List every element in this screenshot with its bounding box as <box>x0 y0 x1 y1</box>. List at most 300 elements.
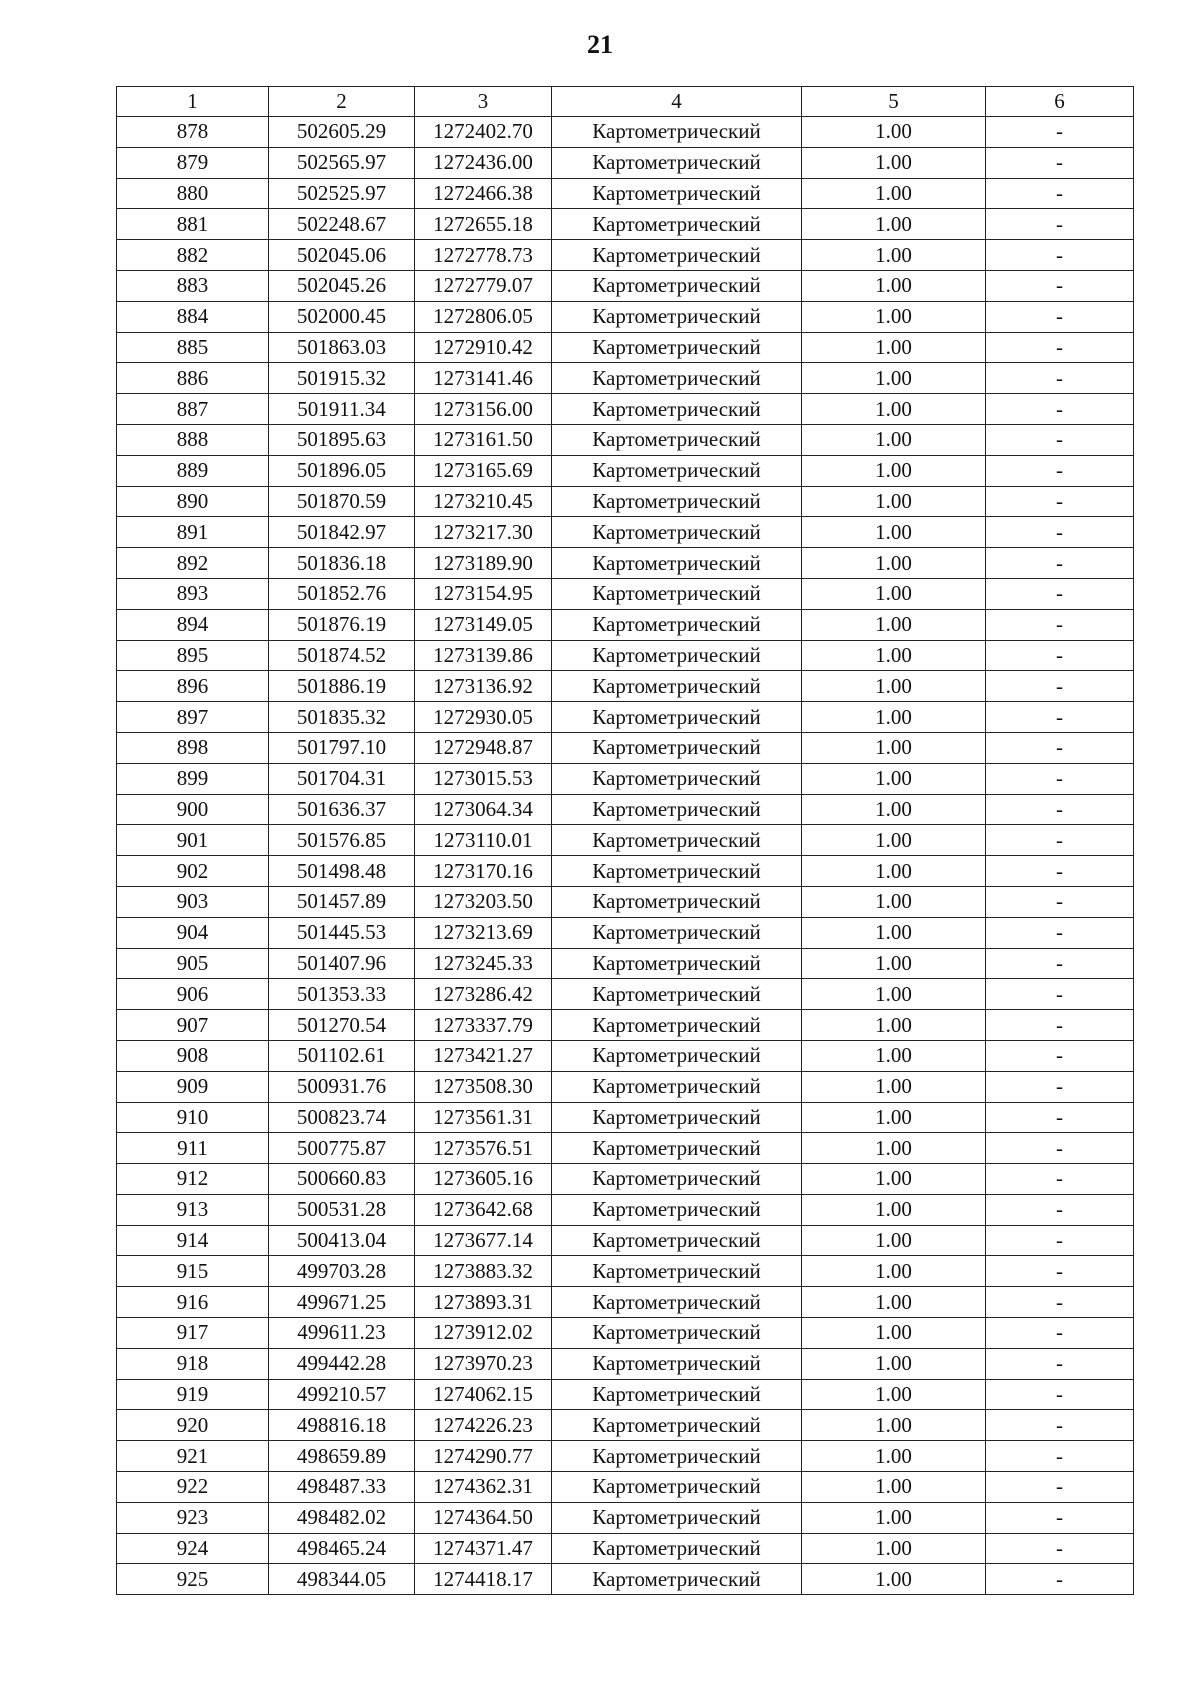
accuracy-cell: 1.00 <box>802 732 986 763</box>
accuracy-cell: 1.00 <box>802 1194 986 1225</box>
point-number-cell: 903 <box>117 886 269 917</box>
table-row <box>117 240 1134 271</box>
x-coordinate-cell: 502045.06 <box>269 240 415 271</box>
x-coordinate-cell: 499703.28 <box>269 1256 415 1287</box>
table-body <box>117 117 1134 1595</box>
method-cell: Картометрический <box>552 856 802 887</box>
point-number-cell: 914 <box>117 1225 269 1256</box>
accuracy-cell: 1.00 <box>802 1502 986 1533</box>
description-cell: - <box>986 1564 1134 1595</box>
method-cell: Картометрический <box>552 1502 802 1533</box>
x-coordinate-cell: 500531.28 <box>269 1194 415 1225</box>
y-coordinate-cell: 1273893.31 <box>415 1287 552 1318</box>
accuracy-cell: 1.00 <box>802 424 986 455</box>
x-coordinate-cell: 501797.10 <box>269 732 415 763</box>
point-number-cell: 923 <box>117 1502 269 1533</box>
table-row <box>117 363 1134 394</box>
method-cell: Картометрический <box>552 178 802 209</box>
table-row <box>117 640 1134 671</box>
description-cell: - <box>986 794 1134 825</box>
x-coordinate-cell: 498487.33 <box>269 1472 415 1503</box>
description-cell: - <box>986 455 1134 486</box>
description-cell: - <box>986 209 1134 240</box>
point-number-cell: 881 <box>117 209 269 240</box>
table-row <box>117 1133 1134 1164</box>
y-coordinate-cell: 1272910.42 <box>415 332 552 363</box>
accuracy-cell: 1.00 <box>802 1071 986 1102</box>
method-cell: Картометрический <box>552 1133 802 1164</box>
table-row <box>117 1010 1134 1041</box>
table-row <box>117 517 1134 548</box>
table-row <box>117 1256 1134 1287</box>
description-cell: - <box>986 1318 1134 1349</box>
y-coordinate-cell: 1273064.34 <box>415 794 552 825</box>
table-row <box>117 117 1134 148</box>
x-coordinate-cell: 501911.34 <box>269 394 415 425</box>
table-row <box>117 455 1134 486</box>
table-row <box>117 1379 1134 1410</box>
table-row <box>117 732 1134 763</box>
x-coordinate-cell: 502525.97 <box>269 178 415 209</box>
point-number-cell: 913 <box>117 1194 269 1225</box>
description-cell: - <box>986 117 1134 148</box>
x-coordinate-cell: 502000.45 <box>269 301 415 332</box>
y-coordinate-cell: 1273213.69 <box>415 917 552 948</box>
accuracy-cell: 1.00 <box>802 640 986 671</box>
accuracy-cell: 1.00 <box>802 794 986 825</box>
y-coordinate-cell: 1273883.32 <box>415 1256 552 1287</box>
x-coordinate-cell: 502565.97 <box>269 147 415 178</box>
description-cell: - <box>986 394 1134 425</box>
table-row <box>117 1564 1134 1595</box>
accuracy-cell: 1.00 <box>802 1256 986 1287</box>
point-number-cell: 909 <box>117 1071 269 1102</box>
method-cell: Картометрический <box>552 1410 802 1441</box>
table-row <box>117 1410 1134 1441</box>
accuracy-cell: 1.00 <box>802 209 986 240</box>
table-row <box>117 301 1134 332</box>
method-cell: Картометрический <box>552 1564 802 1595</box>
method-cell: Картометрический <box>552 332 802 363</box>
y-coordinate-cell: 1274290.77 <box>415 1441 552 1472</box>
y-coordinate-cell: 1273139.86 <box>415 640 552 671</box>
accuracy-cell: 1.00 <box>802 1010 986 1041</box>
x-coordinate-cell: 502605.29 <box>269 117 415 148</box>
y-coordinate-cell: 1272948.87 <box>415 732 552 763</box>
y-coordinate-cell: 1273970.23 <box>415 1348 552 1379</box>
x-coordinate-cell: 498816.18 <box>269 1410 415 1441</box>
point-number-cell: 907 <box>117 1010 269 1041</box>
y-coordinate-cell: 1273141.46 <box>415 363 552 394</box>
x-coordinate-cell: 501102.61 <box>269 1040 415 1071</box>
y-coordinate-cell: 1274371.47 <box>415 1533 552 1564</box>
table-row <box>117 1533 1134 1564</box>
accuracy-cell: 1.00 <box>802 270 986 301</box>
method-cell: Картометрический <box>552 394 802 425</box>
description-cell: - <box>986 1010 1134 1041</box>
table-row <box>117 948 1134 979</box>
method-cell: Картометрический <box>552 609 802 640</box>
x-coordinate-cell: 501896.05 <box>269 455 415 486</box>
point-number-cell: 919 <box>117 1379 269 1410</box>
accuracy-cell: 1.00 <box>802 363 986 394</box>
y-coordinate-cell: 1273605.16 <box>415 1164 552 1195</box>
table-row <box>117 332 1134 363</box>
point-number-cell: 899 <box>117 763 269 794</box>
method-cell: Картометрический <box>552 578 802 609</box>
point-number-cell: 882 <box>117 240 269 271</box>
y-coordinate-cell: 1274226.23 <box>415 1410 552 1441</box>
point-number-cell: 894 <box>117 609 269 640</box>
accuracy-cell: 1.00 <box>802 1287 986 1318</box>
x-coordinate-cell: 498659.89 <box>269 1441 415 1472</box>
y-coordinate-cell: 1273912.02 <box>415 1318 552 1349</box>
description-cell: - <box>986 979 1134 1010</box>
x-coordinate-cell: 501445.53 <box>269 917 415 948</box>
column-header-4: 4 <box>552 87 802 117</box>
point-number-cell: 920 <box>117 1410 269 1441</box>
column-header-1: 1 <box>117 87 269 117</box>
method-cell: Картометрический <box>552 763 802 794</box>
y-coordinate-cell: 1273156.00 <box>415 394 552 425</box>
accuracy-cell: 1.00 <box>802 609 986 640</box>
method-cell: Картометрический <box>552 1318 802 1349</box>
x-coordinate-cell: 501457.89 <box>269 886 415 917</box>
x-coordinate-cell: 501836.18 <box>269 548 415 579</box>
description-cell: - <box>986 424 1134 455</box>
table-row <box>117 1102 1134 1133</box>
method-cell: Картометрический <box>552 1071 802 1102</box>
description-cell: - <box>986 609 1134 640</box>
point-number-cell: 896 <box>117 671 269 702</box>
description-cell: - <box>986 240 1134 271</box>
table-row <box>117 1164 1134 1195</box>
point-number-cell: 897 <box>117 702 269 733</box>
x-coordinate-cell: 501407.96 <box>269 948 415 979</box>
x-coordinate-cell: 501353.33 <box>269 979 415 1010</box>
y-coordinate-cell: 1273642.68 <box>415 1194 552 1225</box>
table-row <box>117 1071 1134 1102</box>
method-cell: Картометрический <box>552 1256 802 1287</box>
table-row <box>117 917 1134 948</box>
x-coordinate-cell: 498344.05 <box>269 1564 415 1595</box>
point-number-cell: 915 <box>117 1256 269 1287</box>
method-cell: Картометрический <box>552 424 802 455</box>
point-number-cell: 910 <box>117 1102 269 1133</box>
y-coordinate-cell: 1274364.50 <box>415 1502 552 1533</box>
description-cell: - <box>986 270 1134 301</box>
description-cell: - <box>986 1379 1134 1410</box>
method-cell: Картометрический <box>552 1533 802 1564</box>
accuracy-cell: 1.00 <box>802 301 986 332</box>
table-row <box>117 270 1134 301</box>
x-coordinate-cell: 500931.76 <box>269 1071 415 1102</box>
method-cell: Картометрический <box>552 886 802 917</box>
y-coordinate-cell: 1273217.30 <box>415 517 552 548</box>
method-cell: Картометрический <box>552 240 802 271</box>
table-row <box>117 1287 1134 1318</box>
description-cell: - <box>986 1225 1134 1256</box>
accuracy-cell: 1.00 <box>802 1225 986 1256</box>
point-number-cell: 917 <box>117 1318 269 1349</box>
accuracy-cell: 1.00 <box>802 979 986 1010</box>
y-coordinate-cell: 1272930.05 <box>415 702 552 733</box>
table-row <box>117 671 1134 702</box>
accuracy-cell: 1.00 <box>802 332 986 363</box>
table-row <box>117 702 1134 733</box>
accuracy-cell: 1.00 <box>802 1441 986 1472</box>
y-coordinate-cell: 1273576.51 <box>415 1133 552 1164</box>
point-number-cell: 888 <box>117 424 269 455</box>
point-number-cell: 922 <box>117 1472 269 1503</box>
y-coordinate-cell: 1273508.30 <box>415 1071 552 1102</box>
accuracy-cell: 1.00 <box>802 578 986 609</box>
x-coordinate-cell: 499210.57 <box>269 1379 415 1410</box>
point-number-cell: 924 <box>117 1533 269 1564</box>
description-cell: - <box>986 578 1134 609</box>
point-number-cell: 898 <box>117 732 269 763</box>
table-row <box>117 1318 1134 1349</box>
table-row <box>117 178 1134 209</box>
accuracy-cell: 1.00 <box>802 1410 986 1441</box>
table-row <box>117 1040 1134 1071</box>
accuracy-cell: 1.00 <box>802 856 986 887</box>
description-cell: - <box>986 301 1134 332</box>
accuracy-cell: 1.00 <box>802 1472 986 1503</box>
accuracy-cell: 1.00 <box>802 1379 986 1410</box>
column-header-3: 3 <box>415 87 552 117</box>
table-row <box>117 609 1134 640</box>
x-coordinate-cell: 501876.19 <box>269 609 415 640</box>
description-cell: - <box>986 1441 1134 1472</box>
x-coordinate-cell: 499611.23 <box>269 1318 415 1349</box>
y-coordinate-cell: 1272655.18 <box>415 209 552 240</box>
point-number-cell: 902 <box>117 856 269 887</box>
description-cell: - <box>986 363 1134 394</box>
accuracy-cell: 1.00 <box>802 917 986 948</box>
point-number-cell: 921 <box>117 1441 269 1472</box>
method-cell: Картометрический <box>552 1472 802 1503</box>
x-coordinate-cell: 499442.28 <box>269 1348 415 1379</box>
method-cell: Картометрический <box>552 1225 802 1256</box>
x-coordinate-cell: 500775.87 <box>269 1133 415 1164</box>
point-number-cell: 891 <box>117 517 269 548</box>
accuracy-cell: 1.00 <box>802 1533 986 1564</box>
accuracy-cell: 1.00 <box>802 1318 986 1349</box>
description-cell: - <box>986 1040 1134 1071</box>
y-coordinate-cell: 1272402.70 <box>415 117 552 148</box>
table-row <box>117 424 1134 455</box>
x-coordinate-cell: 501835.32 <box>269 702 415 733</box>
point-number-cell: 879 <box>117 147 269 178</box>
point-number-cell: 925 <box>117 1564 269 1595</box>
description-cell: - <box>986 702 1134 733</box>
page-number: 21 <box>587 30 613 59</box>
x-coordinate-cell: 498482.02 <box>269 1502 415 1533</box>
method-cell: Картометрический <box>552 117 802 148</box>
y-coordinate-cell: 1273161.50 <box>415 424 552 455</box>
table-row <box>117 209 1134 240</box>
accuracy-cell: 1.00 <box>802 702 986 733</box>
method-cell: Картометрический <box>552 825 802 856</box>
point-number-cell: 880 <box>117 178 269 209</box>
description-cell: - <box>986 548 1134 579</box>
description-cell: - <box>986 1533 1134 1564</box>
point-number-cell: 890 <box>117 486 269 517</box>
y-coordinate-cell: 1273189.90 <box>415 548 552 579</box>
point-number-cell: 892 <box>117 548 269 579</box>
point-number-cell: 911 <box>117 1133 269 1164</box>
method-cell: Картометрический <box>552 1010 802 1041</box>
y-coordinate-cell: 1273337.79 <box>415 1010 552 1041</box>
x-coordinate-cell: 500413.04 <box>269 1225 415 1256</box>
x-coordinate-cell: 501498.48 <box>269 856 415 887</box>
point-number-cell: 883 <box>117 270 269 301</box>
y-coordinate-cell: 1273677.14 <box>415 1225 552 1256</box>
table-row <box>117 1472 1134 1503</box>
method-cell: Картометрический <box>552 1194 802 1225</box>
description-cell: - <box>986 1102 1134 1133</box>
table-row <box>117 394 1134 425</box>
table-row <box>117 1348 1134 1379</box>
x-coordinate-cell: 501863.03 <box>269 332 415 363</box>
y-coordinate-cell: 1273154.95 <box>415 578 552 609</box>
description-cell: - <box>986 178 1134 209</box>
method-cell: Картометрический <box>552 209 802 240</box>
accuracy-cell: 1.00 <box>802 517 986 548</box>
accuracy-cell: 1.00 <box>802 455 986 486</box>
accuracy-cell: 1.00 <box>802 1102 986 1133</box>
y-coordinate-cell: 1273286.42 <box>415 979 552 1010</box>
y-coordinate-cell: 1273210.45 <box>415 486 552 517</box>
y-coordinate-cell: 1273015.53 <box>415 763 552 794</box>
x-coordinate-cell: 498465.24 <box>269 1533 415 1564</box>
table-row <box>117 578 1134 609</box>
point-number-cell: 885 <box>117 332 269 363</box>
x-coordinate-cell: 502045.26 <box>269 270 415 301</box>
method-cell: Картометрический <box>552 147 802 178</box>
point-number-cell: 884 <box>117 301 269 332</box>
accuracy-cell: 1.00 <box>802 394 986 425</box>
point-number-cell: 889 <box>117 455 269 486</box>
description-cell: - <box>986 1348 1134 1379</box>
description-cell: - <box>986 640 1134 671</box>
x-coordinate-cell: 502248.67 <box>269 209 415 240</box>
table-row <box>117 1441 1134 1472</box>
column-header-5: 5 <box>802 87 986 117</box>
method-cell: Картометрический <box>552 979 802 1010</box>
description-cell: - <box>986 948 1134 979</box>
table-row <box>117 886 1134 917</box>
description-cell: - <box>986 1164 1134 1195</box>
method-cell: Картометрический <box>552 486 802 517</box>
description-cell: - <box>986 825 1134 856</box>
x-coordinate-cell: 501870.59 <box>269 486 415 517</box>
accuracy-cell: 1.00 <box>802 178 986 209</box>
table-row <box>117 486 1134 517</box>
x-coordinate-cell: 499671.25 <box>269 1287 415 1318</box>
method-cell: Картометрический <box>552 1164 802 1195</box>
accuracy-cell: 1.00 <box>802 240 986 271</box>
y-coordinate-cell: 1272779.07 <box>415 270 552 301</box>
description-cell: - <box>986 147 1134 178</box>
point-number-cell: 893 <box>117 578 269 609</box>
method-cell: Картометрический <box>552 517 802 548</box>
method-cell: Картометрический <box>552 1287 802 1318</box>
method-cell: Картометрический <box>552 732 802 763</box>
description-cell: - <box>986 671 1134 702</box>
point-number-cell: 895 <box>117 640 269 671</box>
table-row <box>117 979 1134 1010</box>
accuracy-cell: 1.00 <box>802 147 986 178</box>
method-cell: Картометрический <box>552 917 802 948</box>
point-number-cell: 878 <box>117 117 269 148</box>
method-cell: Картометрический <box>552 1441 802 1472</box>
accuracy-cell: 1.00 <box>802 1164 986 1195</box>
method-cell: Картометрический <box>552 270 802 301</box>
method-cell: Картометрический <box>552 1379 802 1410</box>
accuracy-cell: 1.00 <box>802 117 986 148</box>
y-coordinate-cell: 1273561.31 <box>415 1102 552 1133</box>
description-cell: - <box>986 1133 1134 1164</box>
x-coordinate-cell: 501576.85 <box>269 825 415 856</box>
accuracy-cell: 1.00 <box>802 1564 986 1595</box>
point-number-cell: 887 <box>117 394 269 425</box>
method-cell: Картометрический <box>552 794 802 825</box>
table-row <box>117 794 1134 825</box>
y-coordinate-cell: 1274062.15 <box>415 1379 552 1410</box>
method-cell: Картометрический <box>552 640 802 671</box>
description-cell: - <box>986 1256 1134 1287</box>
table-row <box>117 763 1134 794</box>
description-cell: - <box>986 1071 1134 1102</box>
method-cell: Картометрический <box>552 1040 802 1071</box>
description-cell: - <box>986 1287 1134 1318</box>
accuracy-cell: 1.00 <box>802 486 986 517</box>
y-coordinate-cell: 1273421.27 <box>415 1040 552 1071</box>
description-cell: - <box>986 1502 1134 1533</box>
table-row <box>117 548 1134 579</box>
point-number-cell: 918 <box>117 1348 269 1379</box>
method-cell: Картометрический <box>552 363 802 394</box>
accuracy-cell: 1.00 <box>802 1133 986 1164</box>
x-coordinate-cell: 501886.19 <box>269 671 415 702</box>
y-coordinate-cell: 1272436.00 <box>415 147 552 178</box>
point-number-cell: 901 <box>117 825 269 856</box>
point-number-cell: 916 <box>117 1287 269 1318</box>
column-header-2: 2 <box>269 87 415 117</box>
description-cell: - <box>986 486 1134 517</box>
coordinates-table <box>116 86 1134 1595</box>
table-row <box>117 856 1134 887</box>
y-coordinate-cell: 1272466.38 <box>415 178 552 209</box>
y-coordinate-cell: 1272806.05 <box>415 301 552 332</box>
table-header <box>117 87 1134 117</box>
accuracy-cell: 1.00 <box>802 1348 986 1379</box>
description-cell: - <box>986 1194 1134 1225</box>
table-row <box>117 825 1134 856</box>
point-number-cell: 900 <box>117 794 269 825</box>
x-coordinate-cell: 501704.31 <box>269 763 415 794</box>
x-coordinate-cell: 501270.54 <box>269 1010 415 1041</box>
accuracy-cell: 1.00 <box>802 548 986 579</box>
description-cell: - <box>986 856 1134 887</box>
y-coordinate-cell: 1274418.17 <box>415 1564 552 1595</box>
x-coordinate-cell: 501852.76 <box>269 578 415 609</box>
y-coordinate-cell: 1273245.33 <box>415 948 552 979</box>
description-cell: - <box>986 332 1134 363</box>
x-coordinate-cell: 500823.74 <box>269 1102 415 1133</box>
